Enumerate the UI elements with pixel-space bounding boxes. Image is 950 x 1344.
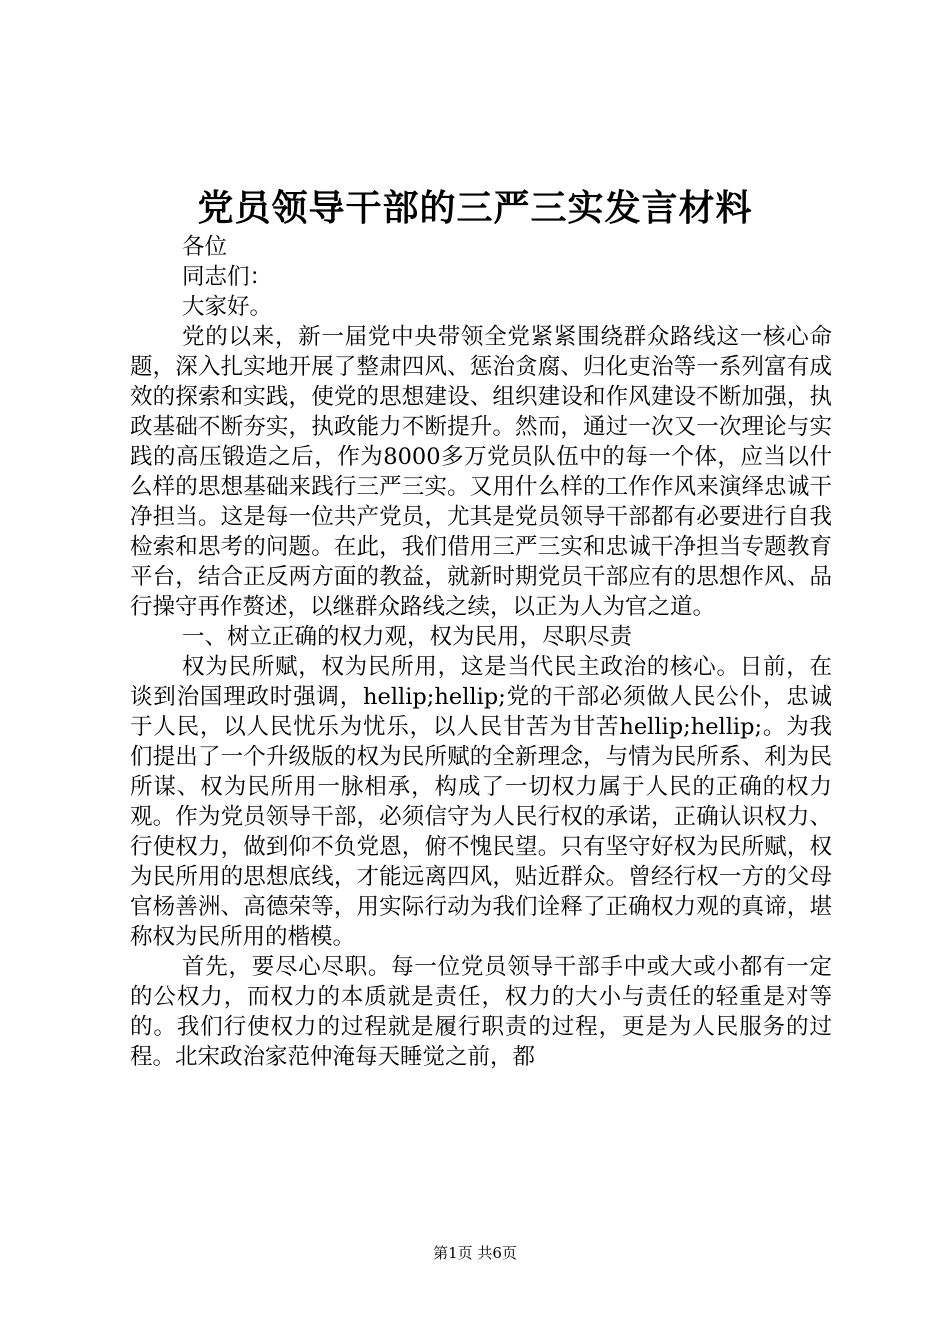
document-title: 党员领导干部的三严三实发言材料	[197, 187, 753, 229]
greeting-line: 各位	[182, 234, 228, 260]
body-paragraph: 党的以来，新一届党中央带领全党紧紧围绕群众路线这一核心命题，深入扎实地开展了整肃四风、惩治贪腐、归化吏治等一系列富有成效的探索和实践，使党的思想建设、组织建设和作风建设不断加强，执政基础不断夯实，执政能力不断提升。然而，通过一次又一次理论与实践的高压锻造之后，作为8000多万党员队伍中的每一个体，应当以什么样的思想基础来践行三严三实。又用什么样的工作作风来演绎忠诚干净担当。这是每一位共产党员，尤其是党员领导干部都有必要进行自我检索和思考的问题。在此，我们借用三严三实和忠诚干净担当专题教育平台，结合正反两方面的教益，就新时期党员干部应有的思想作风、品行操守再作赘述，以继群众路线之续，以正为人为官之道。	[130, 324, 832, 620]
body-paragraph: 权为民所赋，权为民所用，这是当代民主政治的核心。日前，在谈到治国理政时强调，hellip;hellip;党的干部必须做人民公仆，忠诚于人民，以人民忧乐为忧乐，以人民甘苦为甘苦hellip;hellip;。为我们提出了一个升级版的权为民所赋的全新理念，与情为民所系、利为民所谋、权为民所用一脉相承，构成了一切权力属于人民的正确的权力观。作为党员领导干部，必须信守为人民行权的承诺，正确认识权力、行使权力，做到仰不负党恩，俯不愧民望。只有坚守好权为民所赋，权为民所用的思想底线，才能远离四风，贴近群众。曾经行权一方的父母官杨善洲、高德荣等，用实际行动为我们诠释了正确权力观的真谛，堪称权为民所用的楷模。	[130, 654, 832, 950]
greeting-line: 大家好。	[182, 294, 273, 320]
page-footer: 第1页 共6页	[433, 1244, 517, 1262]
body-paragraph: 首先，要尽心尽职。每一位党员领导干部手中或大或小都有一定的公权力，而权力的本质就是责任，权力的大小与责任的轻重是对等的。我们行使权力的过程就是履行职责的过程，更是为人民服务的过程。北宋政治家范仲淹每天睡觉之前，都	[130, 954, 832, 1070]
document-body	[130, 232, 832, 1072]
section-heading: 一、树立正确的权力观，权为民用，尽职尽责	[182, 624, 633, 650]
greeting-line: 同志们：	[182, 264, 273, 290]
